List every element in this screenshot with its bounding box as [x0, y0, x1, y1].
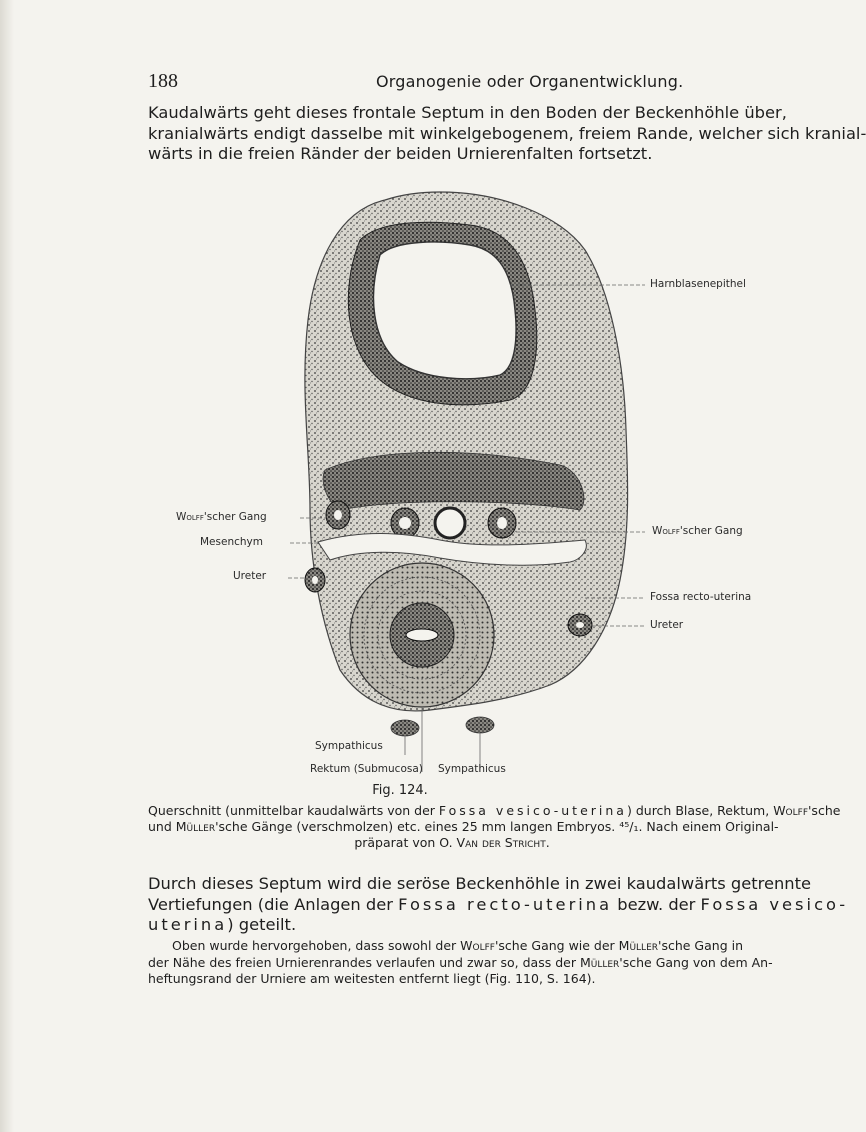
caption-line: Querschnitt (unmittelbar kaudalwärts von der Fossa vesico-uterina) durch Blase, Rektum, Wolff'sche: [148, 803, 841, 818]
paragraph-line: uterina) geteilt.: [148, 915, 297, 934]
running-head: Organogenie oder Organentwicklung.: [376, 72, 684, 91]
caption-line: präparat von O. Van der Stricht.: [354, 835, 550, 850]
page-number: 188: [148, 70, 178, 92]
paragraph-2: [148, 874, 849, 936]
page-header: [148, 70, 748, 100]
caption-line: und Müller'sche Gänge (verschmolzen) etc. eines 25 mm langen Embryos. ⁴⁵/₁. Nach einem Original-: [148, 819, 779, 834]
figure-124: [140, 180, 780, 780]
histology-section-illustration: [140, 180, 780, 780]
figure-caption: [148, 803, 841, 851]
paragraph-line: heftungsrand der Urniere am weitesten entfernt liegt (Fig. 110, S. 164).: [148, 971, 596, 986]
label-wolff-gang-right: Wolff'scher Gang: [652, 525, 743, 537]
label-sympathicus-right: Sympathicus: [438, 763, 506, 775]
paragraph-line: wärts in die freien Ränder der beiden Urnierenfalten fortsetzt.: [148, 144, 653, 163]
label-ureter-right: Ureter: [650, 619, 684, 631]
figure-number: Fig. 124.: [372, 783, 428, 798]
rectum-lumen: [406, 629, 438, 641]
paragraph-line: der Nähe des freien Urnierenrandes verlaufen und zwar so, dass der Müller'sche Gang von dem An-: [148, 954, 773, 970]
paragraph-line: Vertiefungen (die Anlagen der Fossa recto-uterina bezw. der Fossa vesico-: [148, 894, 849, 914]
intro-paragraph: [148, 103, 866, 165]
sympathicus-right: [466, 717, 494, 733]
muller-duct-right: [435, 508, 465, 538]
label-harnblasenepithel: Harnblasenepithel: [650, 278, 746, 290]
bladder-lumen: [374, 242, 517, 379]
label-fossa-recto-uterina: Fossa recto-uterina: [650, 591, 752, 603]
label-rektum: Rektum (Submucosa): [310, 763, 423, 775]
label-wolff-gang-left: Wolff'scher Gang: [176, 511, 267, 523]
sympathicus-left: [391, 720, 419, 736]
paragraph-3: [148, 938, 773, 988]
paragraph-line: Kaudalwärts geht dieses frontale Septum in den Boden der Beckenhöhle über,: [148, 103, 787, 122]
label-mesenchym: Mesenchym: [200, 536, 263, 548]
label-sympathicus-left: Sympathicus: [315, 740, 383, 752]
page-gutter-shadow: [0, 0, 14, 1132]
paragraph-line: kranialwärts endigt dasselbe mit winkelgebogenem, freiem Rande, welcher sich kranial-: [148, 123, 866, 143]
paragraph-line: Durch dieses Septum wird die seröse Beckenhöhle in zwei kaudalwärts getrennte: [148, 874, 812, 893]
label-ureter-left: Ureter: [233, 570, 267, 582]
paragraph-line: Oben wurde hervorgehoben, dass sowohl der Wolff'sche Gang wie der Müller'sche Gang in: [172, 938, 743, 953]
